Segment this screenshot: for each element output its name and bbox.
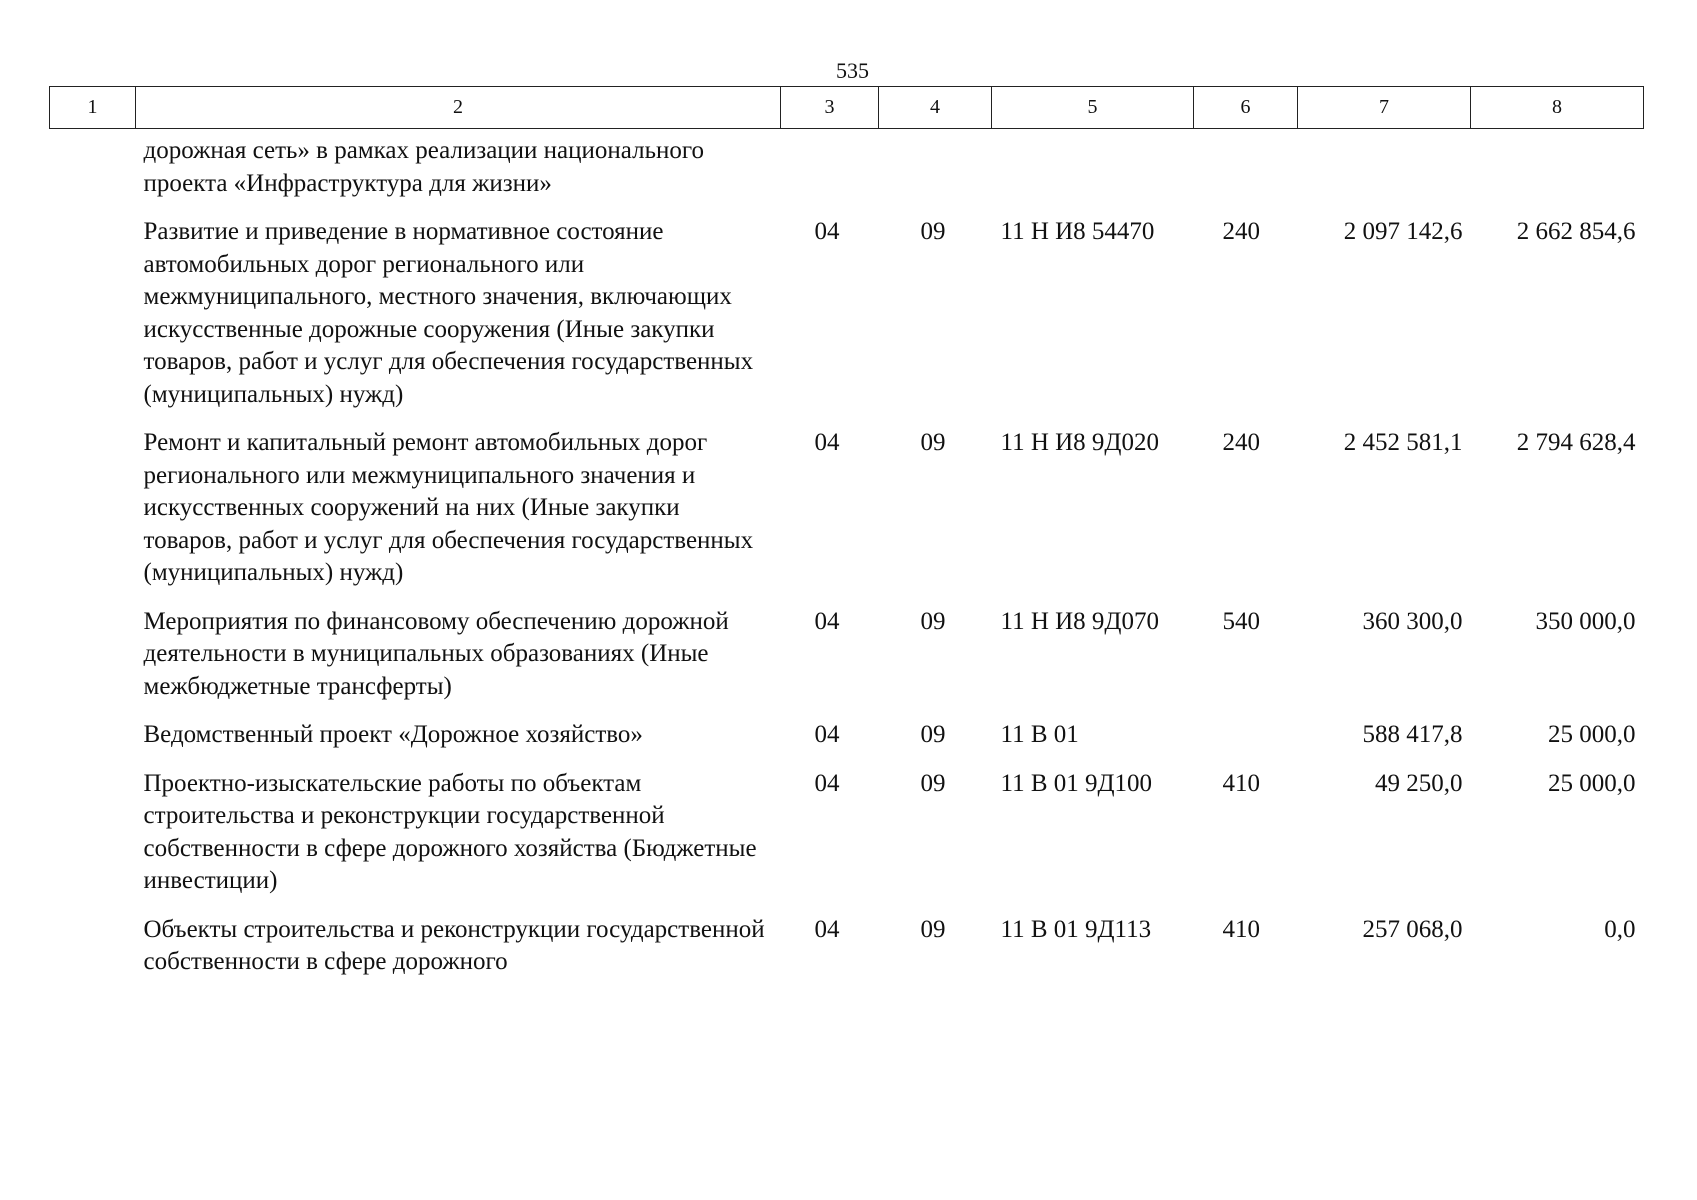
page-number: 535 (836, 58, 869, 83)
table-row (50, 606, 1644, 720)
target-article-code: 11 В 01 9Д100 (1000, 769, 1153, 797)
item-name: Мероприятия по финансовому обеспечению дорожной деятельности в муниципальных образованиях (Иные межбюджетные трансферты) (143, 607, 729, 700)
amount-col-8: 25 000,0 (1548, 769, 1636, 797)
table-row (50, 216, 1644, 427)
header-col-4: 4 (879, 87, 992, 129)
item-name: дорожная сеть» в рамках реализации национального проекта «Инфраструктура для жизни» (143, 137, 704, 197)
target-article-code: 11 В 01 9Д113 (1000, 915, 1152, 943)
amount-col-7 (1298, 129, 1471, 217)
subsection-code (879, 129, 992, 217)
section-code: 04 (814, 915, 840, 943)
item-name: Развитие и приведение в нормативное состояние автомобильных дорог регионального или межмуниципального, местного значения, включающих искусственные дорожные сооружения (Иные закупки товаров, работ и услуг для обеспечения государственных (муниципальных) нужд) (143, 218, 754, 408)
section-code: 04 (814, 429, 840, 456)
table-row (50, 768, 1644, 914)
target-article-code: 11 В 01 (1000, 721, 1079, 748)
row-number-cell (50, 768, 136, 914)
header-row (50, 87, 1644, 129)
amount-col-7: 588 417,8 (1362, 721, 1463, 748)
table-row (50, 129, 1644, 217)
amount-col-8: 25 000,0 (1548, 721, 1636, 748)
header-col-8: 8 (1471, 87, 1644, 129)
target-article-code: 11 Н И8 9Д070 (1000, 607, 1159, 635)
target-article-code: 11 Н И8 9Д020 (1000, 429, 1159, 456)
expense-type-code: 240 (1222, 218, 1260, 245)
subsection-code: 09 (920, 429, 946, 456)
header-col-7: 7 (1298, 87, 1471, 129)
item-name: Ремонт и капитальный ремонт автомобильных дорог регионального или межмуниципального значения и искусственных сооружений на них (Иные закупки товаров, работ и услуг для обеспечения государственных (муниципальных) нужд) (143, 429, 754, 586)
item-name: Объекты строительства и реконструкции государственной собственности в сфере дорожного (143, 915, 765, 975)
table-header (50, 87, 1644, 129)
subsection-code: 09 (920, 769, 946, 797)
item-name: Ведомственный проект «Дорожное хозяйство» (143, 721, 643, 748)
subsection-code: 09 (920, 218, 946, 245)
amount-col-8: 2 662 854,6 (1516, 218, 1636, 245)
amount-col-7: 49 250,0 (1375, 769, 1463, 797)
row-number-cell (50, 719, 136, 768)
row-number-cell (50, 914, 136, 995)
expense-type-code: 540 (1222, 607, 1260, 635)
row-number-cell (50, 606, 136, 720)
header-col-1: 1 (50, 87, 136, 129)
header-col-2: 2 (136, 87, 781, 129)
section-code (781, 129, 879, 217)
subsection-code: 09 (920, 915, 946, 943)
amount-col-7: 2 097 142,6 (1343, 218, 1463, 245)
section-code: 04 (814, 218, 840, 245)
header-col-5: 5 (992, 87, 1194, 129)
row-number-cell (50, 427, 136, 606)
table-row (50, 914, 1644, 995)
expense-type-code: 410 (1222, 915, 1260, 943)
target-article-code: 11 Н И8 54470 (1000, 218, 1155, 245)
subsection-code: 09 (920, 607, 946, 635)
amount-col-8: 0,0 (1604, 915, 1636, 943)
row-number-cell (50, 129, 136, 217)
expense-type-code (1194, 129, 1298, 217)
amount-col-7: 257 068,0 (1362, 915, 1463, 943)
subsection-code: 09 (920, 721, 946, 748)
header-col-3: 3 (781, 87, 879, 129)
section-code: 04 (814, 769, 840, 797)
amount-col-8: 350 000,0 (1535, 607, 1636, 635)
section-code: 04 (814, 607, 840, 635)
header-col-6: 6 (1194, 87, 1298, 129)
table-body (50, 129, 1644, 995)
amount-col-7: 360 300,0 (1362, 607, 1463, 635)
section-code: 04 (814, 721, 840, 748)
amount-col-8: 2 794 628,4 (1516, 429, 1636, 456)
item-name: Проектно-изыскательские работы по объектам строительства и реконструкции государственной собственности в сфере дорожного хозяйства (Бюджетные инвестиции) (143, 769, 757, 894)
expense-type-code (1194, 719, 1298, 768)
expense-type-code: 410 (1222, 769, 1260, 797)
budget-table (49, 86, 1644, 995)
amount-col-8 (1471, 129, 1644, 217)
target-article-code (992, 129, 1194, 217)
row-number-cell (50, 216, 136, 427)
table-row (50, 427, 1644, 606)
expense-type-code: 240 (1222, 429, 1260, 456)
amount-col-7: 2 452 581,1 (1343, 429, 1463, 456)
table-row (50, 719, 1644, 768)
